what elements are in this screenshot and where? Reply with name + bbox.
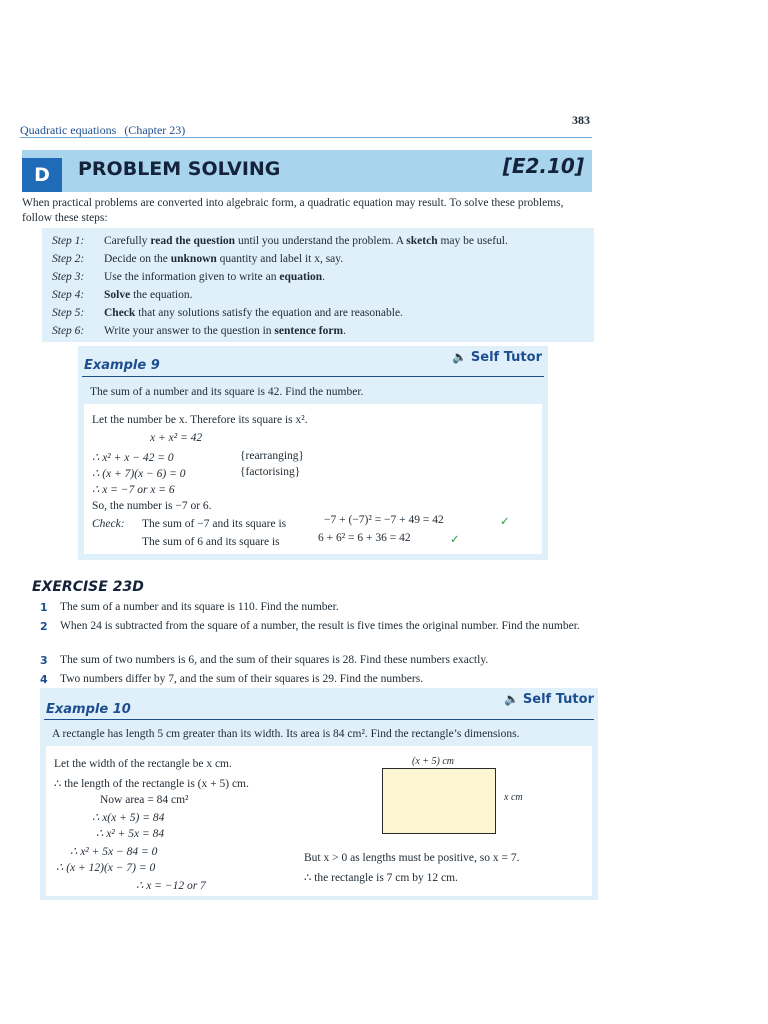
example-10-question: A rectangle has length 5 cm greater than its width. Its area is 84 cm². Find the rectangle’s dimensions. xyxy=(52,728,520,740)
solution-note: {factorising} xyxy=(240,466,301,478)
solution-line: x + x² = 42 xyxy=(150,432,203,444)
step-5: Step 5: Check that any solutions satisfy the equation and are reasonable. xyxy=(52,307,403,319)
solution-line: ∴ x = −12 or 7 xyxy=(136,880,206,892)
solution-line: Now area = 84 cm² xyxy=(100,794,189,806)
step-4: Step 4: Solve the equation. xyxy=(52,289,193,301)
solution-note: {rearranging} xyxy=(240,450,305,462)
exercise-question-1: 1 The sum of a number and its square is 110. Find the number. xyxy=(40,601,339,614)
section-letter: D xyxy=(22,158,62,192)
chapter-label: (Chapter 23) xyxy=(124,123,186,137)
check-text: The sum of 6 and its square is xyxy=(142,536,280,548)
solution-line: ∴ x² + x − 42 = 0 xyxy=(92,452,174,464)
check-calc: −7 + (−7)² = −7 + 49 = 42 xyxy=(324,514,444,526)
speaker-icon: 🔈 xyxy=(503,692,519,706)
step-3: Step 3: Use the information given to write an equation. xyxy=(52,271,326,283)
check-calc: 6 + 6² = 6 + 36 = 42 xyxy=(318,532,411,544)
steps-box xyxy=(42,228,594,342)
tick-icon: ✓ xyxy=(500,516,510,528)
speaker-icon: 🔈 xyxy=(451,350,467,364)
conclusion-line: ∴ the rectangle is 7 cm by 12 cm. xyxy=(304,872,458,884)
example-9-rule xyxy=(82,376,544,377)
solution-line: ∴ x² + 5x − 84 = 0 xyxy=(70,846,158,858)
example-9-solution xyxy=(84,404,542,554)
self-tutor-link-10[interactable]: 🔈 Self Tutor xyxy=(503,692,594,707)
check-label: Check: xyxy=(92,518,125,530)
example-10-box xyxy=(40,688,598,900)
section-code: [E2.10] xyxy=(502,154,584,178)
solution-line: Let the width of the rectangle be x cm. xyxy=(54,758,232,770)
step-6: Step 6: Write your answer to the question in sentence form. xyxy=(52,325,346,337)
section-banner xyxy=(22,150,592,192)
example-9-box xyxy=(78,346,548,560)
solution-line: ∴ x(x + 5) = 84 xyxy=(92,812,165,824)
step-1: Step 1: Carefully read the question until you understand the problem. A sketch may be useful. xyxy=(52,235,508,247)
running-title: Quadratic equations xyxy=(20,123,117,137)
exercise-question-2: 2 When 24 is subtracted from the square of a number, the result is five times the original number. Find the number. xyxy=(40,620,580,633)
solution-line: ∴ (x + 12)(x − 7) = 0 xyxy=(56,862,156,874)
solution-line: ∴ (x + 7)(x − 6) = 0 xyxy=(92,468,186,480)
tick-icon: ✓ xyxy=(450,534,460,546)
solution-line: Let the number be x. Therefore its square is x². xyxy=(92,414,308,426)
running-header xyxy=(20,123,185,138)
example-10-title: Example 10 xyxy=(46,702,131,717)
exercise-question-3: 3 The sum of two numbers is 6, and the sum of their squares is 28. Find these numbers exactly. xyxy=(40,654,489,667)
diagram-width-label: x cm xyxy=(504,792,523,803)
example-10-solution xyxy=(46,746,592,896)
solution-line: ∴ x = −7 or x = 6 xyxy=(92,484,175,496)
step-2: Step 2: Decide on the unknown quantity and label it x, say. xyxy=(52,253,344,265)
conclusion-line: But x > 0 as lengths must be positive, so x = 7. xyxy=(304,852,520,864)
exercise-title: EXERCISE 23D xyxy=(32,579,144,595)
section-title: PROBLEM SOLVING xyxy=(78,158,281,180)
diagram-length-label: (x + 5) cm xyxy=(412,756,455,767)
rectangle-diagram xyxy=(382,768,496,834)
self-tutor-link-9[interactable]: 🔈 Self Tutor xyxy=(451,350,542,365)
intro-paragraph: When practical problems are converted into algebraic form, a quadratic equation may result. To solve these problems, follow these steps: xyxy=(22,197,564,224)
page-number: 383 xyxy=(572,113,590,127)
example-9-title: Example 9 xyxy=(84,358,160,373)
example-10-rule xyxy=(44,719,594,720)
solution-line: ∴ the length of the rectangle is (x + 5) cm. xyxy=(54,778,249,790)
header-rule xyxy=(20,137,592,138)
example-9-question: The sum of a number and its square is 42. Find the number. xyxy=(90,386,364,398)
check-text: The sum of −7 and its square is xyxy=(142,518,287,530)
exercise-question-4: 4 Two numbers differ by 7, and the sum of their squares is 29. Find the numbers. xyxy=(40,673,424,686)
solution-line: ∴ x² + 5x = 84 xyxy=(96,828,165,840)
solution-line: So, the number is −7 or 6. xyxy=(92,500,212,512)
